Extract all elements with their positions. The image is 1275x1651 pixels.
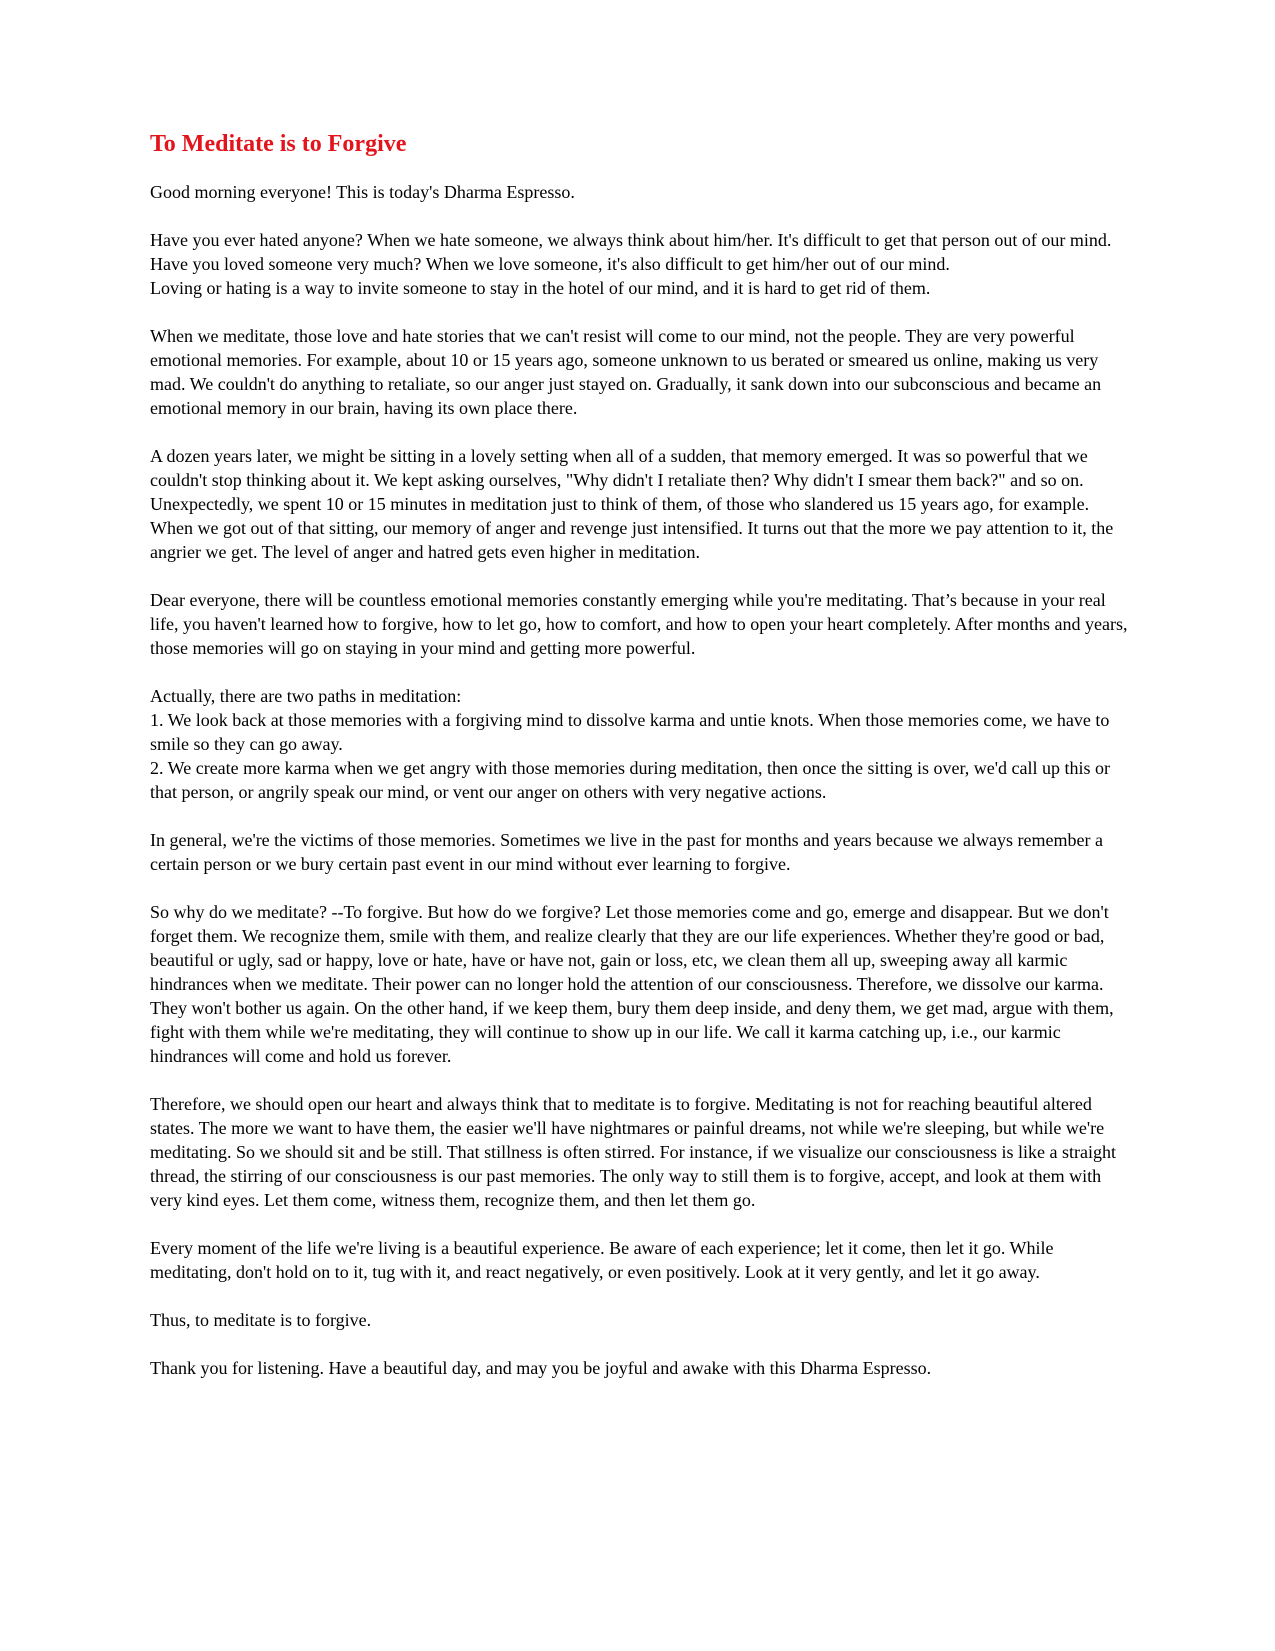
paragraph-line: 2. We create more karma when we get angry with those memories during meditation, then once the sitting is over, we'd call up this or that person, or angrily speak our mind, or vent our anger on others with very negative actions. xyxy=(150,758,1110,802)
document-title: To Meditate is to Forgive xyxy=(150,131,407,157)
paragraph-line: Thank you for listening. Have a beautiful day, and may you be joyful and awake with this Dharma Espresso. xyxy=(150,1358,932,1378)
paragraph xyxy=(150,1236,1135,1284)
paragraph xyxy=(150,1092,1135,1212)
paragraph-line: When we meditate, those love and hate stories that we can't resist will come to our mind, not the people. They are very powerful emotional memories. For example, about 10 or 15 years ago, someone unknown to us berated or smeared us online, making us very mad. We couldn't do anything to retaliate, so our anger just stayed on. Gradually, it sank down into our subconscious and became an emotional memory in our brain, having its own place there. xyxy=(150,326,1102,418)
paragraph xyxy=(150,228,1135,300)
paragraph-line: Loving or hating is a way to invite someone to stay in the hotel of our mind, and it is hard to get rid of them. xyxy=(150,278,931,298)
paragraph-line: Therefore, we should open our heart and always think that to meditate is to forgive. Meditating is not for reaching beautiful altered states. The more we want to have them, the easier we'll have nightmares or painful dreams, not while we're sleeping, but while we're meditating. So we should sit and be still. That stillness is often stirred. For instance, if we visualize our consciousness is like a straight thread, the stirring of our consciousness is our past memories. The only way to still them is to forgive, accept, and look at them with very kind eyes. Let them come, witness them, recognize them, and then let them go. xyxy=(150,1094,1117,1210)
paragraph-line: Thus, to meditate is to forgive. xyxy=(150,1310,372,1330)
paragraph-line: Every moment of the life we're living is a beautiful experience. Be aware of each experience; let it come, then let it go. While meditating, don't hold on to it, tug with it, and react negatively, or even positively. Look at it very gently, and let it go away. xyxy=(150,1238,1054,1282)
paragraph-line: So why do we meditate? --To forgive. But how do we forgive? Let those memories come and go, emerge and disappear. But we don't forget them. We recognize them, smile with them, and realize clearly that they are our life experiences. Whether they're good or bad, beautiful or ugly, sad or happy, love or hate, have or have not, gain or loss, etc, we clean them all up, sweeping away all karmic hindrances when we meditate. Their power can no longer hold the attention of our consciousness. Therefore, we dissolve our karma. They won't bother us again. On the other hand, if we keep them, bury them deep inside, and deny them, we get mad, argue with them, fight with them while we're meditating, they will continue to show up in our life. We call it karma catching up, i.e., our karmic hindrances will come and hold us forever. xyxy=(150,902,1114,1066)
paragraph-line: A dozen years later, we might be sitting in a lovely setting when all of a sudden, that memory emerged. It was so powerful that we couldn't stop thinking about it. We kept asking ourselves, "Why didn't I retaliate then? Why didn't I smear them back?" and so on. Unexpectedly, we spent 10 or 15 minutes in meditation just to think of them, of those who slandered us 15 years ago, for example. When we got out of that sitting, our memory of anger and revenge just intensified. It turns out that the more we pay attention to it, the angrier we get. The level of anger and hatred gets even higher in meditation. xyxy=(150,446,1114,562)
paragraph xyxy=(150,588,1135,660)
paragraph xyxy=(150,900,1135,1068)
document-body xyxy=(150,180,1135,1380)
document-page xyxy=(150,128,1135,1404)
paragraph xyxy=(150,1356,1135,1380)
paragraph-line: Actually, there are two paths in meditation: xyxy=(150,686,462,706)
paragraph-line: Good morning everyone! This is today's Dharma Espresso. xyxy=(150,182,575,202)
paragraph xyxy=(150,828,1135,876)
paragraph xyxy=(150,324,1135,420)
paragraph xyxy=(150,444,1135,564)
paragraph-line: 1. We look back at those memories with a forgiving mind to dissolve karma and untie knots. When those memories come, we have to smile so they can go away. xyxy=(150,710,1110,754)
paragraph-line: In general, we're the victims of those memories. Sometimes we live in the past for months and years because we always remember a certain person or we bury certain past event in our mind without ever learning to forgive. xyxy=(150,830,1103,874)
paragraph-line: Dear everyone, there will be countless emotional memories constantly emerging while you're meditating. That’s because in your real life, you haven't learned how to forgive, how to let go, how to comfort, and how to open your heart completely. After months and years, those memories will go on staying in your mind and getting more powerful. xyxy=(150,590,1128,658)
paragraph-line: Have you ever hated anyone? When we hate someone, we always think about him/her. It's difficult to get that person out of our mind. Have you loved someone very much? When we love someone, it's also difficult to get him/her out of our mind. xyxy=(150,230,1112,274)
paragraph xyxy=(150,684,1135,804)
paragraph xyxy=(150,1308,1135,1332)
paragraph xyxy=(150,180,1135,204)
